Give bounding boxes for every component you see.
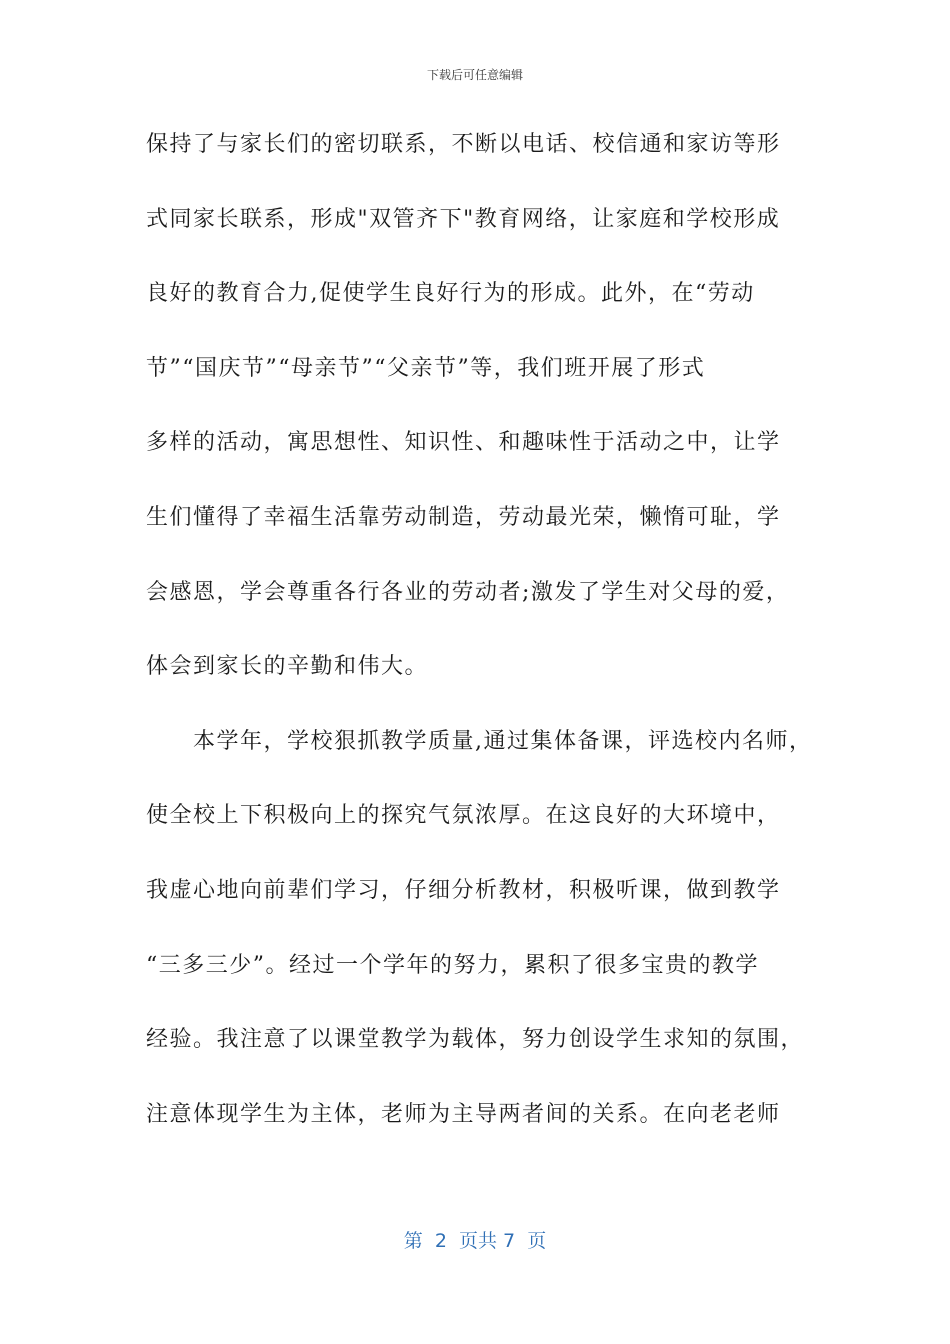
text-line: 体会到家长的辛勤和伟大。 [146,654,429,680]
text-line: 使全校上下积极向上的探究气氛浓厚。在这良好的大环境中， [146,803,781,829]
text-line: 多样的活动，寓思想性、知识性、和趣味性于活动之中，让学 [146,430,781,456]
text-line: 本学年，学校狠抓教学质量,通过集体备课，评选校内名师， [146,728,813,754]
text-line: 节”“国庆节”“母亲节”“父亲节”等，我们班开展了形式 [146,355,706,381]
text-line: 我虚心地向前辈们学习，仔细分析教材，积极听课，做到教学 [146,877,781,903]
text-line: “三多三少”。经过一个学年的努力，累积了很多宝贵的教学 [146,952,759,978]
body-text [146,125,813,1169]
text-line: 注意体现学生为主体，老师为主导两者间的关系。在向老老师 [146,1101,781,1127]
page-number-footer: 第 2 页共 7 页 [403,1230,547,1252]
text-line: 保持了与家长们的密切联系，不断以电话、校信通和家访等形 [146,132,781,157]
text-line: 会感恩，学会尊重各行各业的劳动者;激发了学生对父母的爱， [146,579,790,605]
text-line: 式同家长联系，形成"双管齐下"教育网络，让家庭和学校形成 [146,206,781,232]
page-header: 下载后可任意编辑 [426,68,523,82]
text-line: 生们懂得了幸福生活靠劳动制造，劳动最光荣，懒惰可耻，学 [146,504,781,530]
text-line: 良好的教育合力,促使学生良好行为的形成。此外，在“劳动 [146,281,755,307]
text-line: 经验。我注意了以课堂教学为载体，努力创设学生求知的氛围， [146,1027,805,1053]
